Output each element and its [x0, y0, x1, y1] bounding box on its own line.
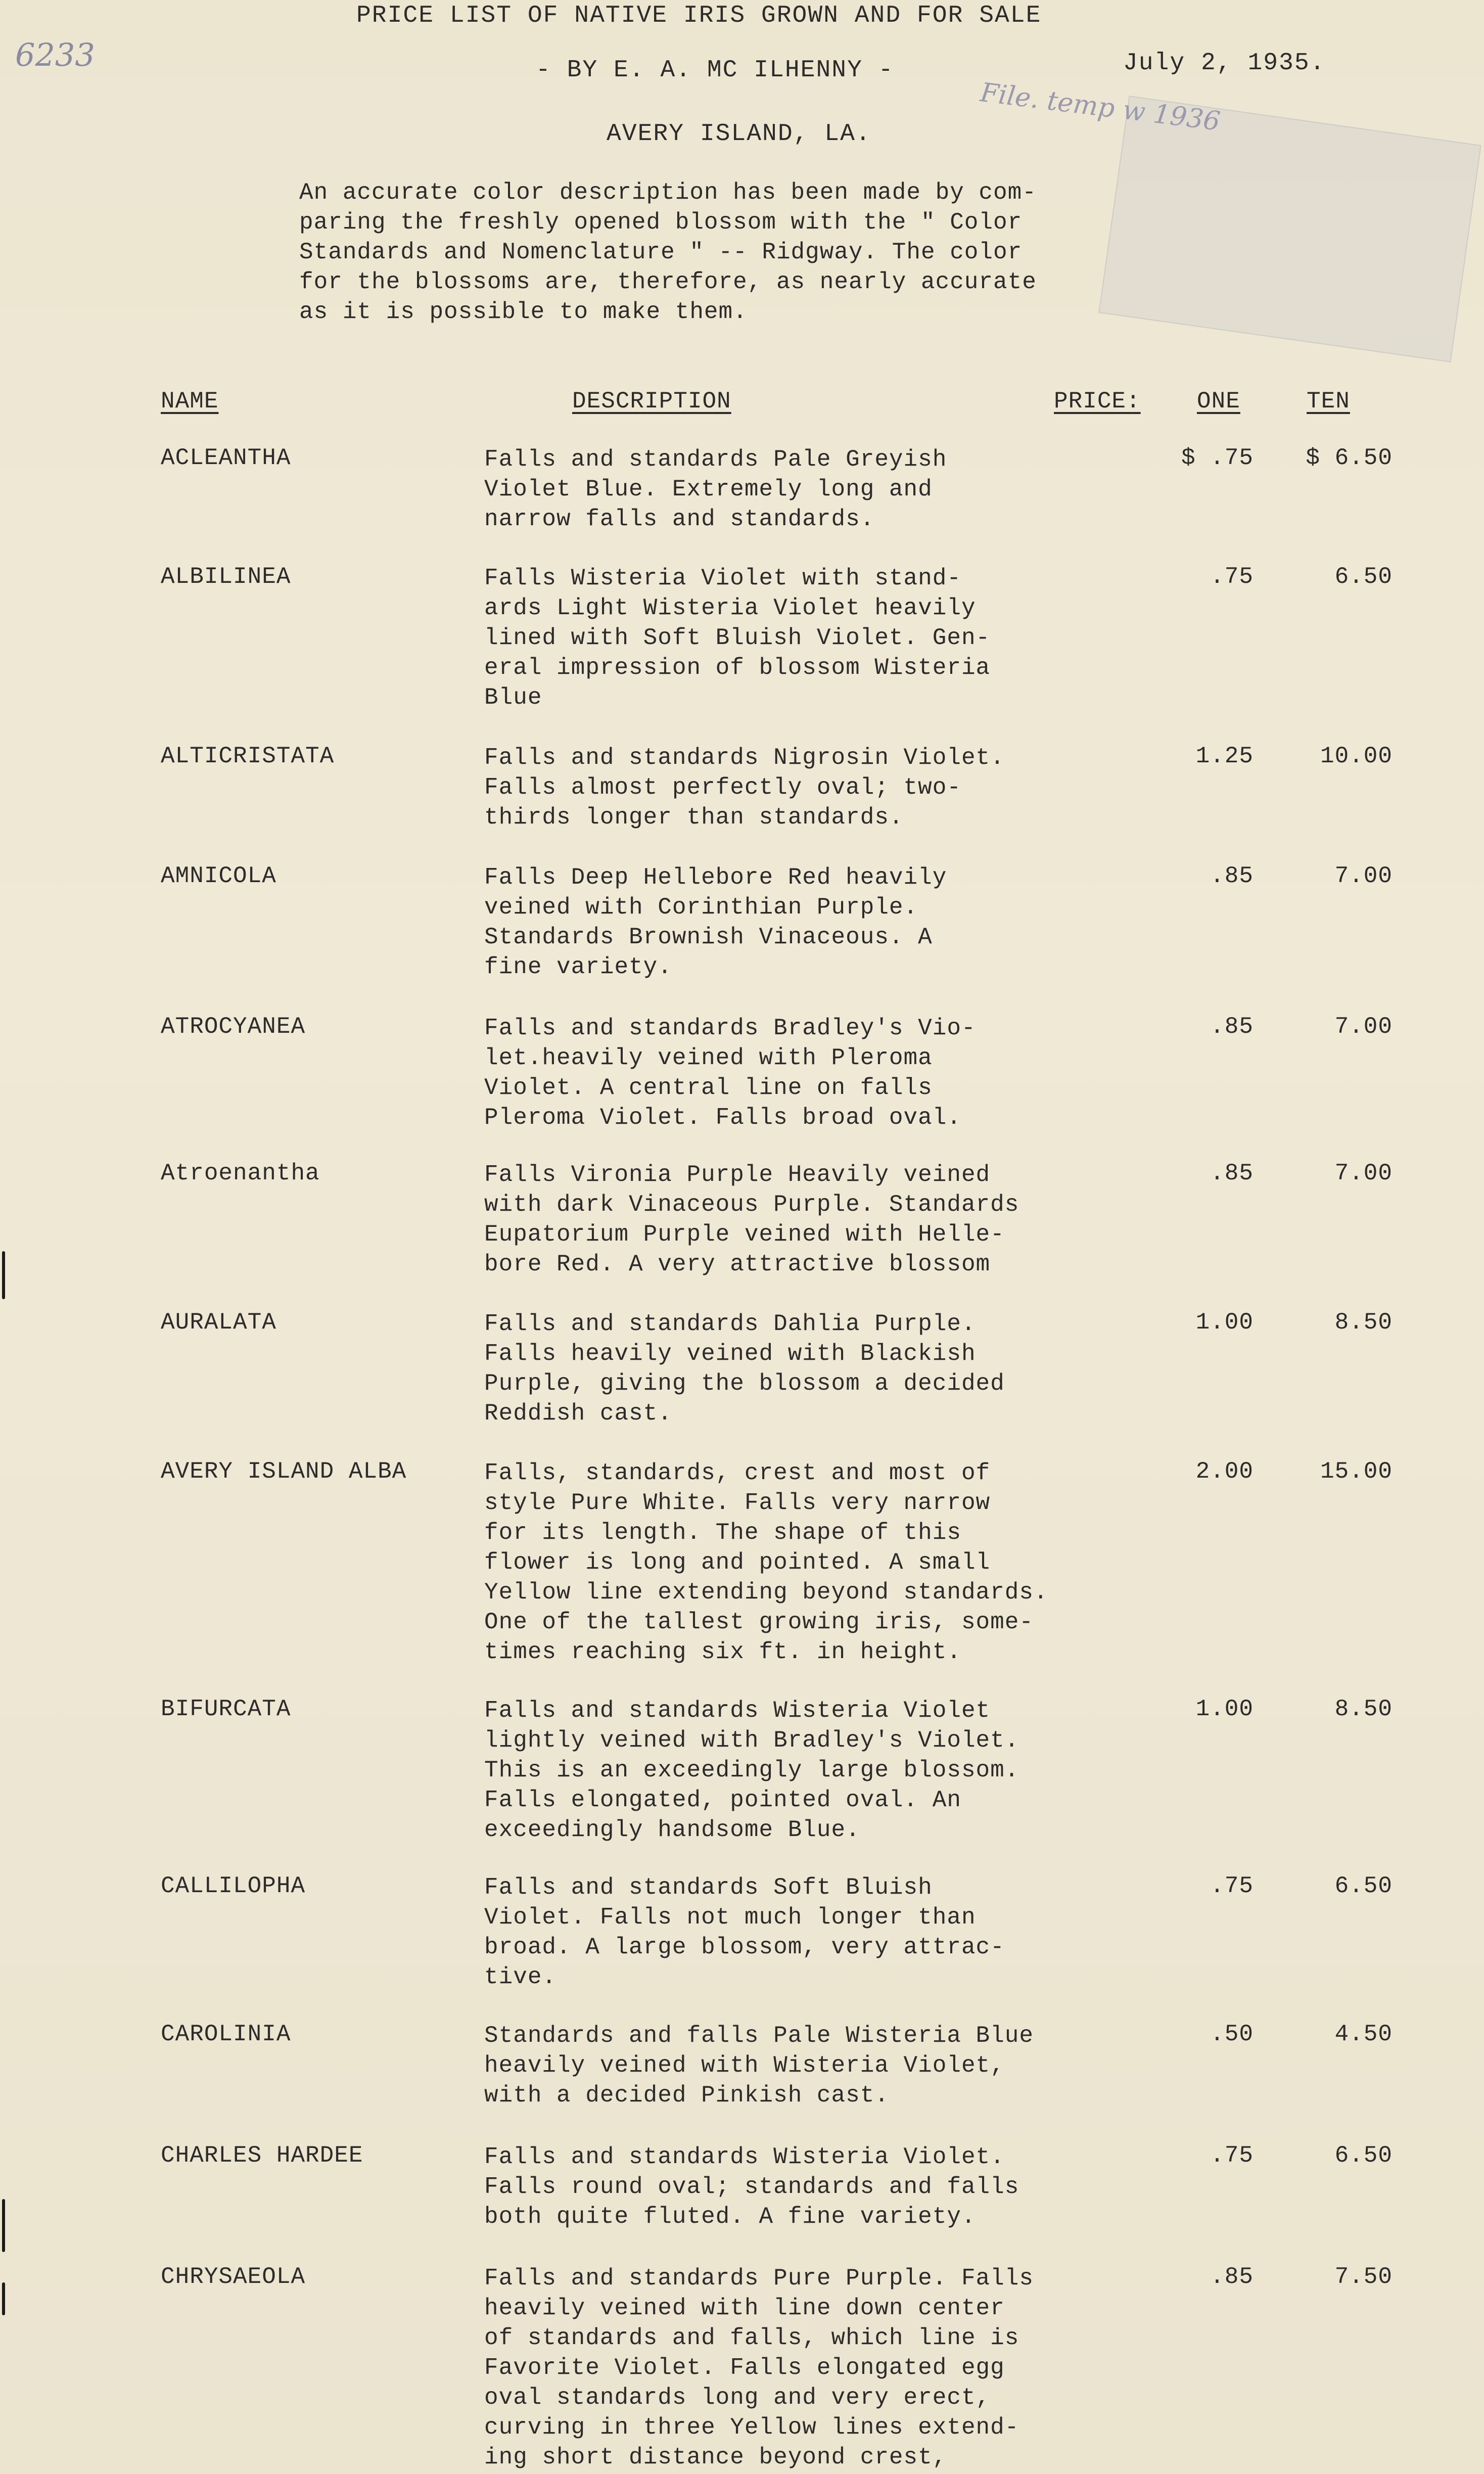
byline: - BY E. A. MC ILHENNY - [536, 57, 894, 84]
iris-name: AMNICOLA [161, 863, 276, 889]
iris-name: AVERY ISLAND ALBA [161, 1458, 407, 1485]
price-one: 2.00 [1195, 1458, 1254, 1485]
document-date: July 2, 1935. [1123, 50, 1326, 77]
price-ten: 7.00 [1334, 863, 1393, 889]
price-ten: 15.00 [1320, 1458, 1393, 1485]
iris-name: ATROCYANEA [161, 1014, 306, 1040]
iris-description: Standards and falls Pale Wisteria Blue heavily veined with Wisteria Violet, with a decided Pinkish cast. [484, 2023, 1034, 2109]
price-one: $ .75 [1181, 445, 1254, 471]
price-one: .85 [1210, 2264, 1254, 2290]
intro-paragraph: An accurate color description has been made by com- paring the freshly opened blossom with the " Color Standards and Nomenclature " -- Ridgway. The color for the blossoms are, therefore, as nearly accurate as it is possible to make them. [299, 179, 1037, 325]
price-ten: 6.50 [1334, 564, 1393, 590]
price-ten: 10.00 [1320, 743, 1393, 769]
column-header-name: NAME [161, 388, 219, 415]
iris-name: CAROLINIA [161, 2021, 291, 2047]
iris-name: ALBILINEA [161, 564, 291, 590]
price-ten: 8.50 [1334, 1696, 1393, 1722]
price-one: .85 [1210, 863, 1254, 889]
iris-description: Falls, standards, crest and most of style Pure White. Falls very narrow for its length. The shape of this flower is long and pointed. A small Yellow line extending beyond standards. One of the tallest growing iris, some- times reaching six ft. in height. [484, 1460, 1048, 1665]
file-note: File. temp w 1936 [979, 77, 1222, 137]
column-header-price: PRICE: [1054, 388, 1141, 415]
price-one: 1.00 [1195, 1309, 1254, 1336]
iris-description: Falls and standards Pure Purple. Falls heavily veined with line down center of standards and falls, which line is Favorite Violet. Falls elongated egg oval standards long and very erect, curving in three Yellow lines extend- ing short distance beyond crest, [484, 2265, 1034, 2470]
iris-name: CHRYSAEOLA [161, 2264, 306, 2290]
iris-name: BIFURCATA [161, 1696, 291, 1722]
iris-description: Falls and standards Soft Bluish Violet. Falls not much longer than broad. A large blossom, very attrac- tive. [484, 1874, 1005, 1990]
scan-edge-mark [2, 2282, 5, 2315]
iris-description: Falls and standards Pale Greyish Violet Blue. Extremely long and narrow falls and standards. [484, 446, 947, 532]
iris-description: Falls and standards Dahlia Purple. Falls heavily veined with Blackish Purple, giving the blossom a decided Reddish cast. [484, 1311, 1005, 1427]
price-one: .75 [1210, 564, 1254, 590]
column-header-one: ONE [1197, 388, 1240, 415]
price-ten: 7.00 [1334, 1160, 1393, 1186]
price-one: .75 [1210, 1873, 1254, 1899]
price-one: 1.25 [1195, 743, 1254, 769]
iris-description: Falls and standards Bradley's Vio- let.heavily veined with Pleroma Violet. A central line on falls Pleroma Violet. Falls broad oval. [484, 1015, 976, 1131]
price-one: .75 [1210, 2142, 1254, 2169]
price-ten: 7.50 [1334, 2264, 1393, 2290]
price-one: .85 [1210, 1160, 1254, 1186]
iris-name: ALTICRISTATA [161, 743, 335, 769]
column-header-description: DESCRIPTION [572, 388, 731, 415]
price-ten: 4.50 [1334, 2021, 1393, 2047]
iris-name: CALLILOPHA [161, 1873, 306, 1899]
price-ten: 8.50 [1334, 1309, 1393, 1336]
iris-name: CHARLES HARDEE [161, 2142, 363, 2169]
price-ten: 6.50 [1334, 2142, 1393, 2169]
scan-edge-mark [2, 1251, 5, 1299]
iris-description: Falls and standards Nigrosin Violet. Falls almost perfectly oval; two- thirds longer than standards. [484, 745, 1005, 831]
iris-description: Falls and standards Wisteria Violet lightly veined with Bradley's Violet. This is an exceedingly large blossom. Falls elongated, pointed oval. An exceedingly handsome Blue. [484, 1698, 1019, 1843]
iris-description: Falls Vironia Purple Heavily veined with dark Vinaceous Purple. Standards Eupatorium Purple veined with Helle- bore Red. A very attractive blossom [484, 1162, 1019, 1277]
iris-name: Atroenantha [161, 1160, 320, 1186]
location: AVERY ISLAND, LA. [607, 120, 871, 148]
price-one: .85 [1210, 1014, 1254, 1040]
column-header-ten: TEN [1307, 388, 1350, 415]
iris-description: Falls Deep Hellebore Red heavily veined with Corinthian Purple. Standards Brownish Vinaceous. A fine variety. [484, 864, 947, 980]
iris-name: AURALATA [161, 1309, 276, 1336]
price-one: 1.00 [1195, 1696, 1254, 1722]
iris-description: Falls Wisteria Violet with stand- ards Light Wisteria Violet heavily lined with Soft Bluish Violet. Gen- eral impression of blossom Wisteria Blue [484, 565, 991, 711]
iris-name: ACLEANTHA [161, 445, 291, 471]
price-ten: $ 6.50 [1306, 445, 1393, 471]
scan-edge-mark [2, 2199, 5, 2252]
iris-description: Falls and standards Wisteria Violet. Falls round oval; standards and falls both quite fluted. A fine variety. [484, 2144, 1019, 2230]
reference-number: 6233 [15, 36, 95, 73]
price-ten: 6.50 [1334, 1873, 1393, 1899]
document-title: PRICE LIST OF NATIVE IRIS GROWN AND FOR SALE [356, 2, 1042, 29]
price-one: .50 [1210, 2021, 1254, 2047]
price-ten: 7.00 [1334, 1014, 1393, 1040]
